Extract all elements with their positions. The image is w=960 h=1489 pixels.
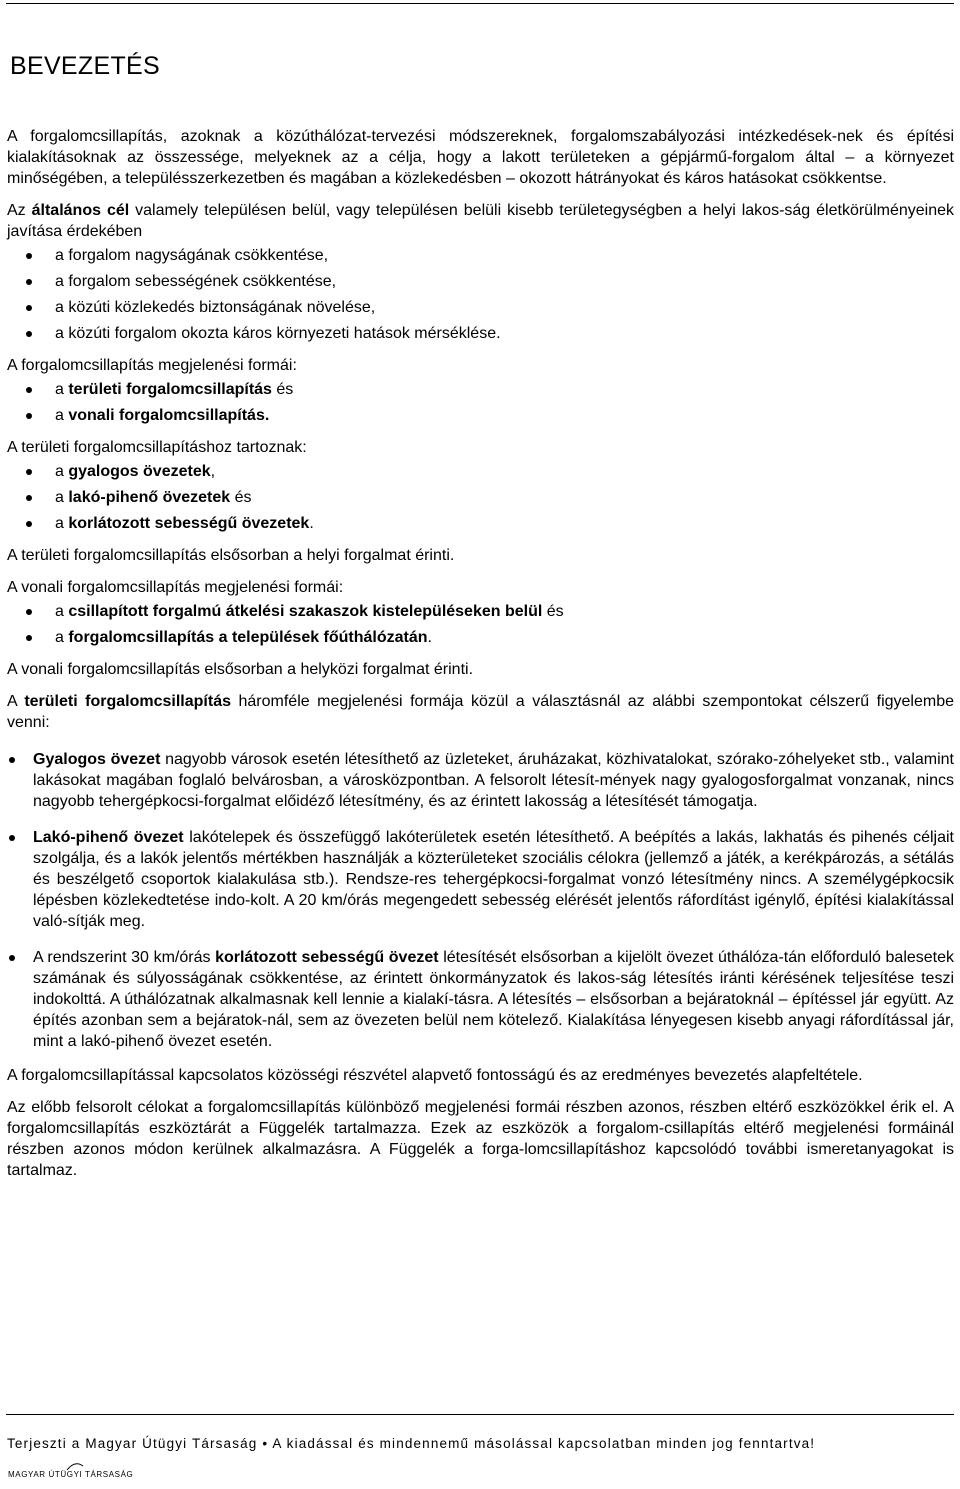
list-item-text: a	[55, 489, 69, 506]
bullet-icon	[26, 469, 32, 475]
detail-item-residential-zone	[7, 827, 954, 932]
list-item-text: a	[55, 463, 69, 480]
list-item-text: .	[427, 629, 432, 646]
list-item-bold: korlátozott sebességű övezetek	[68, 515, 310, 532]
detail-item-pedestrian-zone	[7, 749, 954, 812]
detail-text: létesítését elsősorban a kijelölt övezet úthálóza-tán előforduló balesetek számának és súlyosságának csökkentése, az érintett önkormányzatok és lakos-ság létesítés iránti kérésének teljesítése teszi indokolttá. A úthálózatnak alkalmasnak kell lennie a kialakí-tásra. A létesítés – elsősorban a bejáratoknál – építéssel jár együtt. Az építés azonban sem a bejáratok-nál, sem az övezeten belül nem kötelező. Kialakítása lényegesen kisebb anyagi ráfordítással jár, mint a lakó-pihenő övezet esetén.	[33, 949, 955, 1050]
goal-bold: általános cél	[31, 202, 130, 219]
list-item-text: a közúti forgalom okozta káros környezeti hatások mérséklése.	[55, 325, 501, 342]
list-item	[7, 513, 954, 534]
footer-rule	[6, 1414, 954, 1415]
list-item	[7, 271, 954, 292]
list-item-bold: gyalogos övezetek	[68, 463, 211, 480]
details-list	[7, 749, 954, 1052]
criteria-paragraph	[7, 691, 954, 733]
detail-item-speed-zone	[7, 947, 954, 1052]
list-item-text: a	[55, 515, 69, 532]
detail-bold: korlátozott sebességű övezet	[215, 949, 439, 966]
bullet-icon	[26, 279, 32, 285]
bullet-icon	[26, 413, 32, 419]
criteria-bold: területi forgalomcsillapítás	[24, 693, 231, 710]
detail-text: lakótelepek és összefüggő lakóterületek esetén létesíthető. A beépítés a lakás, lakhatás és pihenés céljait szolgálja, és a lakók jelentős mértékben használják a közterületeket szociális célokra (jellemző a játék, a kerékpározás, a sétálás és beszélgető csoportok kialakulása stb.). Rendsze-res tehergépkocsi-forgalmat vonzó létesítmény nincs. A személygépkocsik lépésben közlekedtetése indo-kolt. A 20 km/órás megengedett sebesség elérését jelentős ráfordítást igénylő, építési kialakítással való-sítják meg.	[33, 829, 955, 930]
detail-bold: Lakó-pihenő övezet	[33, 829, 184, 846]
list-item-bold: csillapított forgalmú átkelési szakaszok kistelepüléseken belül	[68, 603, 543, 620]
bullet-icon	[26, 609, 32, 615]
top-rule	[6, 3, 954, 4]
list-item-text: a forgalom sebességének csökkentése,	[55, 273, 337, 290]
list-item	[7, 297, 954, 318]
detail-text: nagyobb városok esetén létesíthető az üzleteket, áruházakat, közhivatalokat, szórako-zóhelyeket stb., valamint lakásokat magában foglaló belvárosban, a városközpontban. A felsorolt létesít-mények nagy gyalogosforgalmat vonzanak, nincs nagyobb tehergépkocsi-forgalmat előidéző létesítmény, és az érintett lakosság a létesítését támogatja.	[33, 751, 954, 810]
list-item-text: ,	[210, 463, 216, 480]
area-list	[7, 461, 954, 534]
list-item-bold: területi forgalomcsillapítás	[68, 381, 272, 398]
goal-list	[7, 245, 954, 344]
intro-paragraph: A forgalomcsillapítás, azoknak a közúthálózat-tervezési módszereknek, forgalomszabályozási intézkedések-nek és építési kialakításoknak az összessége, melyeknek az a célja, hogy a lakott területeken a gépjármű-forgalom által – a környezet minőségében, a településszerkezetben és magában a közlekedésben – okozott hátrányokat és káros hatásokat csökkentse.	[7, 128, 954, 187]
bullet-icon	[26, 521, 32, 527]
list-item	[7, 405, 954, 426]
bullet-icon	[26, 305, 32, 311]
goal-pre: Az	[7, 202, 32, 219]
area-intro: A területi forgalomcsillapításhoz tartoznak:	[7, 439, 307, 456]
list-item	[7, 627, 954, 648]
forms-intro: A forgalomcsillapítás megjelenési formái:	[7, 357, 297, 374]
detail-text: A rendszerint 30 km/órás	[33, 949, 216, 966]
document-body	[7, 52, 954, 1181]
bullet-icon	[9, 955, 15, 961]
detail-bold: Gyalogos övezet	[33, 751, 161, 768]
list-item	[7, 487, 954, 508]
criteria-post: háromféle megjelenési formája közül a választásnál az alábbi szempontokat célszerű figyelembe venni:	[7, 693, 955, 731]
list-item-text: a forgalom nagyságának csökkentése,	[55, 247, 329, 264]
list-item-text: a	[55, 629, 69, 646]
list-item-text: és	[271, 381, 294, 398]
goal-paragraph	[7, 200, 954, 242]
list-item-text: és	[230, 489, 252, 506]
bullet-icon	[9, 757, 15, 763]
list-item-text: a	[55, 407, 69, 424]
list-item	[7, 323, 954, 344]
bullet-icon	[9, 835, 15, 841]
list-item-bold: vonali forgalomcsillapítás.	[68, 407, 270, 424]
list-item-text: a	[55, 381, 69, 398]
line-list	[7, 601, 954, 648]
bullet-icon	[26, 253, 32, 259]
list-item-bold: forgalomcsillapítás a települések főúthálózatán	[68, 629, 428, 646]
criteria-pre: A	[7, 693, 25, 710]
publisher-logo: MAGYAR ÚTÜGYI TÁRSASÁG	[8, 1470, 134, 1479]
goal-post: valamely településen belül, vagy településen belüli kisebb területegységben a helyi lakos-ság életkörülményeinek javítása érdekében	[7, 202, 954, 240]
list-item	[7, 379, 954, 400]
line-intro: A vonali forgalomcsillapítás megjelenési formái:	[7, 579, 344, 596]
page-title: BEVEZETÉS	[10, 52, 160, 80]
list-item-text: a	[55, 603, 69, 620]
bullet-icon	[26, 495, 32, 501]
list-item	[7, 245, 954, 266]
list-item-text: .	[309, 515, 314, 532]
forms-list	[7, 379, 954, 426]
closing-paragraph: Az előbb felsorolt célokat a forgalomcsillapítás különböző megjelenési formái részben azonos, részben eltérő eszközökkel érik el. A forgalomcsillapítás eszköztárát a Függelék tartalmazza. Ezek az eszközök a forgalom-csillapítás eltérő megjelenési formáinál részben azonos módon kerülnek alkalmazásra. A Függelék a forga-lomcsillapításhoz kapcsolódó további ismeretanyagokat is tartalmaz.	[7, 1099, 954, 1179]
bullet-icon	[26, 387, 32, 393]
bullet-icon	[26, 635, 32, 641]
list-item	[7, 601, 954, 622]
participation-paragraph: A forgalomcsillapítással kapcsolatos közösségi részvétel alapvető fontosságú és az eredményes bevezetés alapfeltétele.	[7, 1067, 863, 1084]
area-note: A területi forgalomcsillapítás elsősorban a helyi forgalmat érinti.	[7, 547, 455, 564]
list-item-text: és	[542, 603, 564, 620]
list-item-text: a közúti közlekedés biztonságának növelése,	[55, 299, 376, 316]
bullet-icon	[26, 331, 32, 337]
footer-text: Terjeszti a Magyar Útügyi Társaság • A kiadással és mindennemű másolással kapcsolatban minden jog fenntartva!	[7, 1436, 816, 1451]
line-note: A vonali forgalomcsillapítás elsősorban a helyközi forgalmat érinti.	[7, 661, 474, 678]
list-item	[7, 461, 954, 482]
list-item-bold: lakó-pihenő övezetek	[68, 489, 231, 506]
